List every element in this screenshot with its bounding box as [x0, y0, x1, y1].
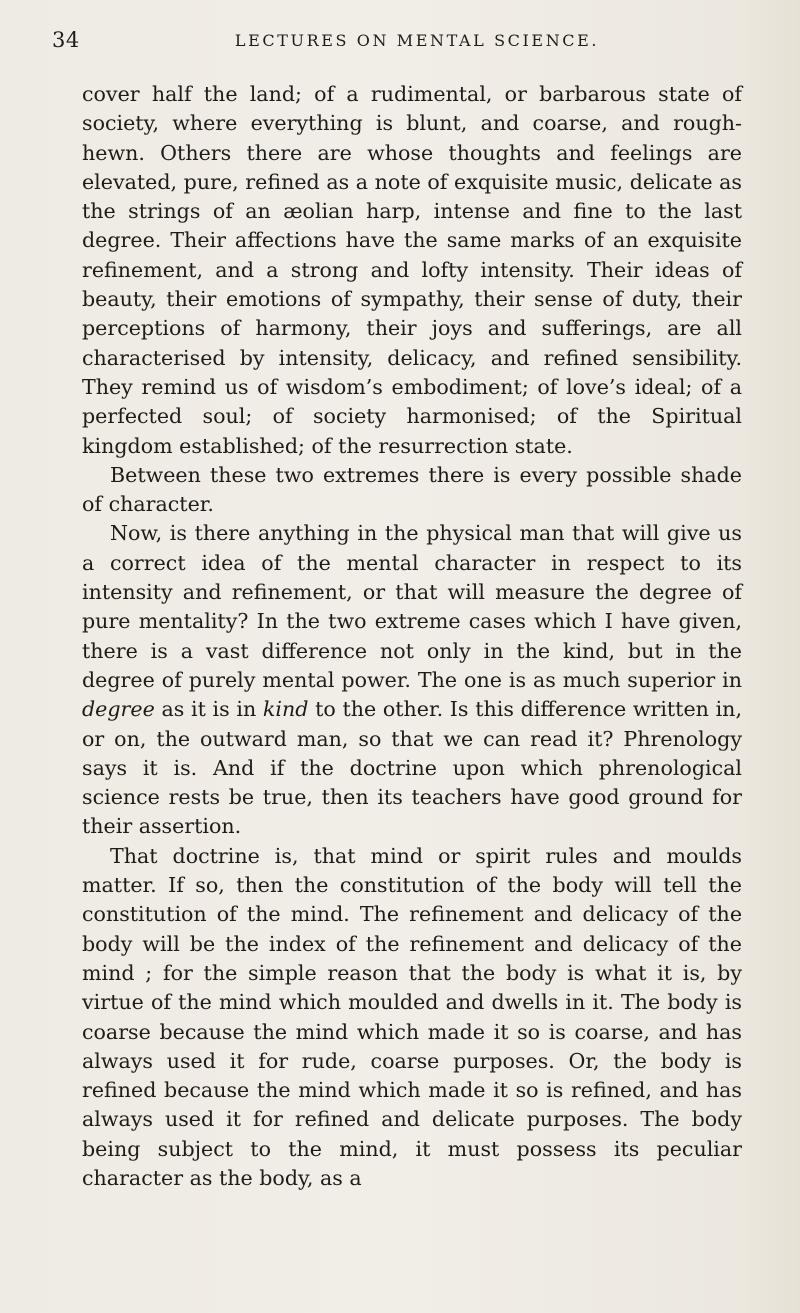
running-head: LECTURES ON MENTAL SCIENCE.	[234, 31, 600, 50]
paragraph-physical-man	[82, 519, 742, 841]
page-number: 34	[52, 28, 80, 52]
italic-kind: kind	[262, 697, 309, 722]
paragraph-text: to the other. Is this difference written in, or on, the outward man, so that we can read it? Phrenology says it is. And if the doctrine upon which phrenological science rests be true, then its teachers have good ground for their assertion.	[82, 697, 742, 839]
paragraph-text: as it is in	[154, 697, 263, 722]
body-text	[82, 80, 742, 1193]
page-header	[52, 28, 742, 54]
paragraph-continued: cover half the land; of a rudimental, or barbarous state of society, where everything is blunt, and coarse, and rough-hewn. Others there are whose thoughts and feelings are elevated, pure, refined as a note of exquisite music, delicate as the strings of an æolian harp, intense and fine to the last degree. Their affections have the same marks of an exquisite refinement, and a strong and lofty intensity. Their ideas of beauty, their emotions of sympathy, their sense of duty, their perceptions of harmony, their joys and sufferings, are all characterised by intensity, delicacy, and refined sensibility. They remind us of wisdom’s embodiment; of love’s ideal; of a perfected soul; of society harmonised; of the Spiritual kingdom established; of the resurrection state.	[82, 82, 742, 458]
paragraph-extremes: Between these two extremes there is every possible shade of character.	[82, 462, 742, 517]
paragraph-doctrine: That doctrine is, that mind or spirit rules and moulds matter. If so, then the constitution of the body will tell the constitution of the mind. The refinement and delicacy of the body will be the index of the refinement and delicacy of the mind ; for the simple reason that the body is what it is, by virtue of the mind which moulded and dwells in it. The body is coarse because the mind which made it so is coarse, and has always used it for rude, coarse purposes. Or, the body is refined because the mind which made it so is refined, and has always used it for refined and delicate purposes. The body being subject to the mind, it must possess its peculiar character as the body, as a	[82, 843, 742, 1190]
italic-degree: degree	[82, 697, 155, 722]
paragraph-text: Now, is there anything in the physical man that will give us a correct idea of the mental character in respect to its intensity and refinement, or that will measure the degree of pure mentality? In the two extreme cases which I have given, there is a vast difference not only in the kind, but in the degree of purely mental power. The one is as much superior in	[82, 521, 742, 692]
